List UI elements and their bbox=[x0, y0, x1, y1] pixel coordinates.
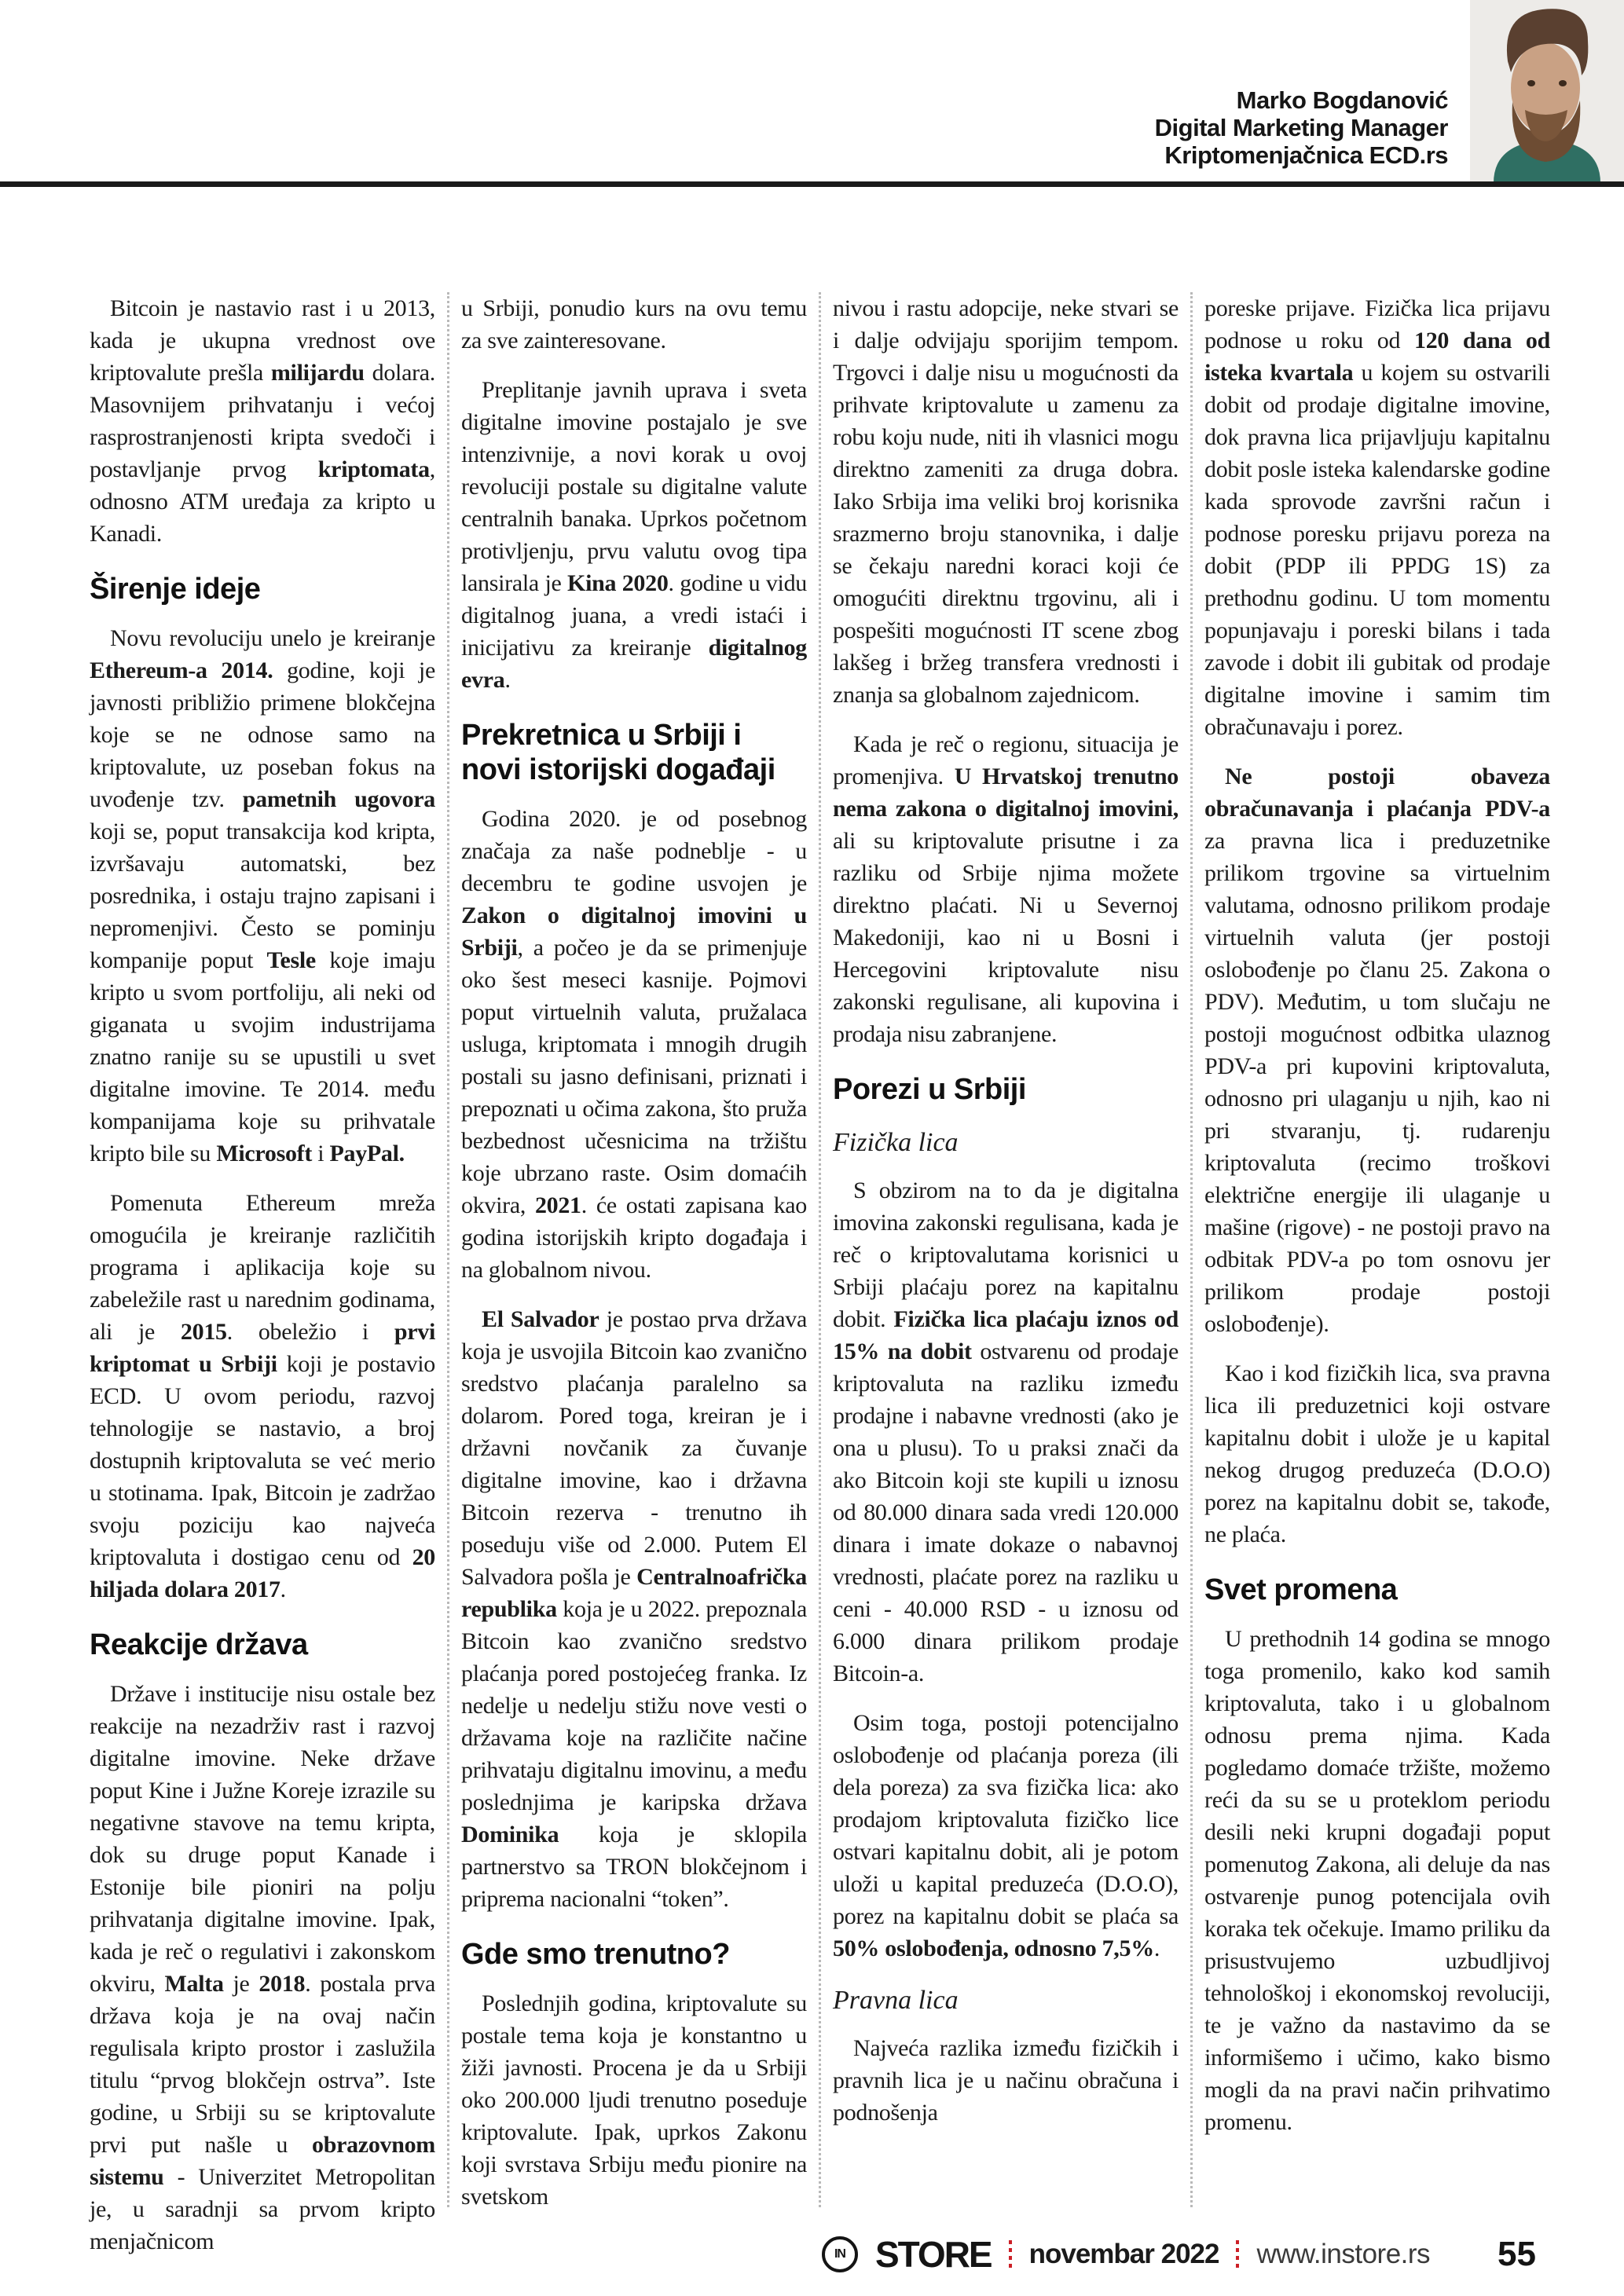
bold-text: Centralnoafrička republika bbox=[461, 1564, 807, 1622]
body-text: . bbox=[280, 1576, 286, 1602]
body-text: je postao prva država koja je usvojila Bitcoin kao zvanično sredstvo plaćanja paralelno sa dolarom. Pored toga, kreiran je i državni novčanik za čuvanje digitalne imovine, kao i državna Bitcoin rezerva - trenutno ih poseduju više od 2.000. Putem El Salvadora pošla je bbox=[461, 1306, 807, 1590]
issue-date: novembar 2022 bbox=[1028, 2239, 1219, 2269]
bold-text: Dominika bbox=[461, 1822, 559, 1847]
page-footer bbox=[822, 2233, 1536, 2276]
body-text: dolara. Masovnijem prihvatanju i većoj rasprostranjenosti kripta svedoči i postavljanje prvog bbox=[90, 360, 436, 482]
article-paragraph bbox=[461, 1987, 807, 2213]
column-divider bbox=[819, 292, 821, 2207]
body-text: Bitcoin je nastavio rast i u 2013, kada je ukupna vrednost ove kriptovalute prešla bbox=[90, 295, 435, 386]
bold-text: El Salvador bbox=[482, 1306, 599, 1332]
body-text: Najveća razlika između fizičkih i pravnih lica je u načinu obračuna i podnošenja bbox=[833, 2035, 1179, 2126]
article-paragraph bbox=[90, 622, 435, 1170]
body-text: u Srbiji, ponudio kurs na ovu temu za sve zainteresovane. bbox=[461, 295, 807, 353]
body-text: Kao i kod fizičkih lica, sva pravna lica ili preduzetnici koji ostvare kapitalnu dobit i ulože je u kapital nekog drugog preduzeća (D.O.O) porez na kapitalnu dobit se, takođe, ne plaća. bbox=[1204, 1360, 1550, 1547]
bold-text: Fizička lica plaćaju iznos od 15% na dobit bbox=[833, 1306, 1179, 1364]
body-text: Preplitanje javnih uprava i sveta digitalne imovine postajalo je sve intenzivnije, a novi korak u ovoj revoluciji postale su digitalne valute centralnih banaka. Uprkos početnom protivljenju, prvu valutu ovog tipa lansirala je bbox=[461, 377, 807, 596]
article-paragraph bbox=[1204, 1357, 1550, 1551]
bold-text: Tesle bbox=[266, 947, 316, 973]
logo-mark: IN bbox=[834, 2247, 845, 2261]
footer-separator-icon bbox=[1236, 2240, 1239, 2269]
bold-text: 2021 bbox=[534, 1192, 581, 1218]
body-text: - Univerzitet Metropolitan je, u saradnji sa prvom kripto menjačnicom bbox=[90, 2164, 435, 2254]
bold-text: Malta bbox=[164, 1971, 224, 1997]
bold-text: Ne postoji obaveza obračunavanja i plaćanja PDV-a bbox=[1204, 764, 1550, 822]
body-text: S obzirom na to da je digitalna imovina zakonski regulisana, kada je reč o kriptovalutama korisnici u Srbiji plaćaju porez na kapitalnu dobit. bbox=[833, 1177, 1179, 1332]
footer-separator-icon bbox=[1009, 2240, 1012, 2269]
article-column-4 bbox=[1204, 292, 1550, 2207]
body-text: poreske prijave. Fizička lica prijavu podnose u roku od bbox=[1204, 295, 1550, 353]
article-paragraph bbox=[833, 292, 1179, 711]
bold-text: obrazovnom sistemu bbox=[90, 2132, 435, 2190]
bold-text: 50% oslobođenja, odnosno 7,5% bbox=[833, 1935, 1154, 1961]
body-text: . postala prva država koja je na ovaj način regulisala kripto prostor i zaslužila titulu “prvog blokčejn ostrva”. Iste godine, u Srbiji su se kriptovalute prvi put našle u bbox=[90, 1971, 435, 2158]
header-divider-rule bbox=[0, 181, 1624, 187]
website-link[interactable]: www.instore.rs bbox=[1256, 2239, 1431, 2269]
section-heading: Gde smo trenutno? bbox=[461, 1938, 730, 1971]
body-text: koji je postavio ECD. U ovom periodu, razvoj tehnologije se nastavio, a broj dostupnih kriptovaluta se već merio u stotinama. Ipak, Bitcoin je zadržao svoju poziciju kao najveća kriptovaluta i dostigao cenu od bbox=[90, 1351, 435, 1570]
body-text: . obeležio i bbox=[226, 1319, 394, 1345]
bold-text: U Hrvatskoj trenutno nema zakona o digitalnoj imovini, bbox=[833, 764, 1179, 822]
magazine-name: STORE bbox=[874, 2234, 992, 2275]
article-paragraph bbox=[833, 728, 1179, 1050]
article-paragraph bbox=[833, 1174, 1179, 1690]
article-paragraph bbox=[90, 292, 435, 550]
bold-text: Kina 2020 bbox=[567, 570, 669, 596]
article-column-1 bbox=[90, 292, 436, 2254]
author-role: Digital Marketing Manager bbox=[1154, 114, 1448, 141]
bold-text: 2015 bbox=[180, 1319, 227, 1345]
body-text: za pravna lica i preduzetnike prilikom trgovine sa virtuelnim valutama, odnosno prilikom prodaje virtuelnih valuta (jer postoji oslobođenje po članu 25. Zakona o PDV). Međutim, u tom slučaju ne postoji mogućnost odbitka ulaznog PDV-a pri kupovini kriptovaluta, odnosno pri ulaganju u njih, kao ni pri stvaranju, tj. rudarenju kriptovaluta (recimo troškovi električne energije ili ulaganje u mašine (rigove) - ne postoji pravo na odbitak PDV-a po tom osnovu jer prilikom prodaje postoji oslobođenje). bbox=[1204, 828, 1550, 1337]
bold-text: Zakon o digitalnoj imovini u Srbiji bbox=[461, 903, 807, 961]
article-paragraph bbox=[1204, 292, 1550, 743]
body-text: koje imaju kripto u svom portfoliju, ali neki od giganata u svojim industrijama znatno ranije su se upustili u svet digitalne imovine. Te 2014. među kompanijama koje su prihvatale kripto bile su bbox=[90, 947, 435, 1166]
body-text: Pomenuta Ethereum mreža omogućila je kreiranje različitih programa i aplikacija koje su zabeležile rast u narednim godinama, ali je bbox=[90, 1190, 435, 1345]
subsection-heading: Pravna lica bbox=[833, 1986, 959, 2015]
body-text: Godina 2020. je od posebnog značaja za naše podneblje - u decembru te godine usvojen je bbox=[461, 806, 807, 896]
article-paragraph bbox=[90, 1187, 435, 1606]
body-text: Osim toga, postoji potencijalno oslobođenje od plaćanja poreza (ili dela poreza) za sva fizička lica: ako prodajom kriptovaluta fizičko lice ostvari kapitalnu dobit, ali je potom uloži u kapital preduzeća (D.O.O), porez na kapitalnu dobit se plaća sa bbox=[833, 1710, 1179, 1929]
bold-text: 2018 bbox=[258, 1971, 306, 1997]
body-text: Kada je reč o regionu, situacija je promenjiva. bbox=[833, 731, 1179, 789]
body-text: Novu revoluciju unelo je kreiranje bbox=[110, 625, 435, 651]
body-text: , odnosno ATM uređaja za kripto u Kanadi. bbox=[90, 456, 435, 547]
portrait-photo-icon bbox=[1470, 0, 1624, 183]
body-text: nivou i rastu adopcije, neke stvari se i dalje odvijaju sporijim tempom. Trgovci i dalje nisu u mogućnosti da prihvate kriptovalute u zamenu za robu koju nude, niti ih vlasnici mogu direktno zameniti za druga dobra. Iako Srbija ima veliki broj korisnika srazmerno broju stanovnika, i dalje se čekaju naredni koraci koji će omogućiti direktnu trgovinu, ali i pospešiti mogućnosti IT scene zbog lakšeg i bržeg transfera vrednosti i znanja sa globalnom zajednicom. bbox=[833, 295, 1179, 708]
body-text: koja je u 2022. prepoznala Bitcoin kao zvanično sredstvo plaćanja pored postojećeg franka. Iz nedelje u nedelju stižu nove vesti o državama koje na različite načine prihvataju digitalnu imovinu, a među poslednjima je karipska država bbox=[461, 1596, 807, 1815]
bold-text: 20 hiljada dolara 2017 bbox=[90, 1544, 435, 1602]
bold-text: Ethereum-a 2014. bbox=[90, 657, 273, 683]
body-text: godine, koji je javnosti približio primene blokčejna koje se ne odnose samo na kriptovalute, uz poseban fokus na uvođenje tzv. bbox=[90, 657, 435, 812]
body-text: . bbox=[1153, 1935, 1160, 1961]
bold-text: kriptomata bbox=[317, 456, 430, 482]
article-paragraph bbox=[833, 1707, 1179, 1965]
article-paragraph bbox=[1204, 760, 1550, 1340]
body-text: Poslednjih godina, kriptovalute su postale tema koja je konstantno u žiži javnosti. Procena je da u Srbiji oko 200.000 ljudi trenutno poseduje kriptovalute. Ipak, uprkos Zakonu koji svrstava Srbiju među pionire na svetskom bbox=[461, 1990, 807, 2210]
body-text: ostvarenu od prodaje kriptovaluta na razliku između prodajne i nabavne vrednosti (ako je ona u plusu). To u praksi znači da ako Bitcoin koji ste kupili u iznosu od 80.000 dinara sada vredi 120.000 dinara i imate dokaze o nabavnoj vrednosti, plaćate porez na razliku u ceni - 40.000 RSD - u iznosu od 6.000 dinara prilikom prodaje Bitcoin-a. bbox=[833, 1338, 1179, 1686]
section-heading: Porezi u Srbiji bbox=[833, 1073, 1026, 1106]
article-column-3 bbox=[833, 292, 1179, 2207]
author-name: Marko Bogdanović bbox=[1236, 86, 1448, 114]
article-column-2 bbox=[461, 292, 808, 2210]
bold-text: digitalnog evra bbox=[461, 635, 807, 693]
article-paragraph bbox=[461, 803, 807, 1286]
body-text: . godine u vidu digitalnog juana, a vredi istaći i inicijativu za kreiranje bbox=[461, 570, 807, 661]
body-text: U prethodnih 14 godina se mnogo toga promenilo, kako kod samih kriptovaluta, tako i u globalnom odnosu prema njima. Kada pogledamo domaće tržište, možemo reći da su se u proteklom periodu desili neki krupni događaji poput pomenutog Zakona, ali deluje da nas ostvarenje punog potencijala ovih koraka tek očekuje. Imamo priliku da prisustvujemo uzbudljivoj tehnološkoj i ekonomskoj revoluciji, te je važno da nastavimo da se informišemo i učimo, kako bismo mogli da na pravi način prihvatimo promenu. bbox=[1204, 1626, 1550, 2135]
body-text: i bbox=[312, 1141, 330, 1166]
body-text: u kojem su ostvarili dobit od prodaje digitalne imovine, dok pravna lica prijavljuju kapitalnu dobit posle isteka kalendarske godine kada sprovode završni račun i podnose poresku prijavu poreza na dobit (PDP ili PPDG 1S) za prethodnu godinu. U tom momentu popunjavaju i poreski bilans i tada zavode i dobit ili gubitak od prodaje digitalne imovine i samim tim obračunavaju i porez. bbox=[1204, 360, 1550, 740]
section-heading: Širenje ideje bbox=[90, 573, 261, 606]
author-block bbox=[1155, 86, 1448, 169]
bold-text: prvi kriptomat u Srbiji bbox=[90, 1319, 435, 1377]
body-text: , a počeo je da se primenjuje oko šest meseci kasnije. Pojmovi poput virtuelnih valuta, pružalaca usluga, kriptomata i mnogih drugih postali su jasno definisani, priznati i prepoznati u očima zakona, što pruža bezbednost učesnicima na tržištu koje ubrzano raste. Osim domaćih okvira, bbox=[461, 935, 807, 1218]
section-heading: Svet promena bbox=[1204, 1573, 1398, 1606]
article-paragraph bbox=[90, 1678, 435, 2258]
bold-text: pametnih ugovora bbox=[242, 786, 435, 812]
instore-logo-icon bbox=[822, 2236, 858, 2272]
bold-text: Microsoft bbox=[216, 1141, 313, 1166]
page-number: 55 bbox=[1498, 2235, 1536, 2273]
body-text: Države i institucije nisu ostale bez reakcije na nezadrživ rast i razvoj digitalne imovine. Neke države poput Kine i Južne Koreje izrazile su negativne stavove na temu kripta, dok su druge poput Kanade i Estonije bile pioniri na polju prihvatanja digitalne imovine. Ipak, kada je reč o regulativi i zakonskom okviru, bbox=[90, 1681, 435, 1997]
article-paragraph bbox=[461, 292, 807, 357]
section-heading: Reakcije država bbox=[90, 1628, 308, 1661]
body-text: koja je sklopila partnerstvo sa TRON blokčejnom i priprema nacionalni “token”. bbox=[461, 1822, 807, 1912]
bold-text: PayPal. bbox=[329, 1141, 405, 1166]
body-text: je bbox=[223, 1971, 259, 1997]
author-company: Kriptomenjačnica ECD.rs bbox=[1164, 141, 1448, 169]
article-paragraph bbox=[833, 2032, 1179, 2129]
article-paragraph bbox=[461, 374, 807, 696]
subsection-heading: Fizička lica bbox=[833, 1128, 959, 1157]
bold-text: milijardu bbox=[270, 360, 365, 386]
body-text: ali su kriptovalute prisutne i za razliku od Srbije njima možete direktno plaćati. Ni u Severnoj Makedoniji, kao ni u Bosni i Hercegovini kriptovalute nisu zakonski regulisane, ali kupovina i prodaja nisu zabranjene. bbox=[833, 828, 1179, 1047]
column-divider bbox=[1190, 292, 1193, 2207]
bold-text: 120 dana od isteka kvartala bbox=[1204, 328, 1550, 386]
article-paragraph bbox=[461, 1303, 807, 1915]
article-paragraph bbox=[1204, 1623, 1550, 2138]
body-text: . bbox=[504, 667, 511, 693]
section-heading: Prekretnica u Srbiji i novi istorijski događaji bbox=[461, 719, 775, 786]
column-divider bbox=[447, 292, 449, 2207]
author-photo bbox=[1470, 0, 1624, 183]
body-text: . će ostati zapisana kao godina istorijskih kripto događaja i na globalnom nivou. bbox=[461, 1192, 808, 1283]
body-text: koji se, poput transakcija kod kripta, izvršavaju automatski, bez posrednika, i ostaju trajno zapisani i nepromenjivi. Često se pominju kompanije poput bbox=[90, 818, 435, 973]
